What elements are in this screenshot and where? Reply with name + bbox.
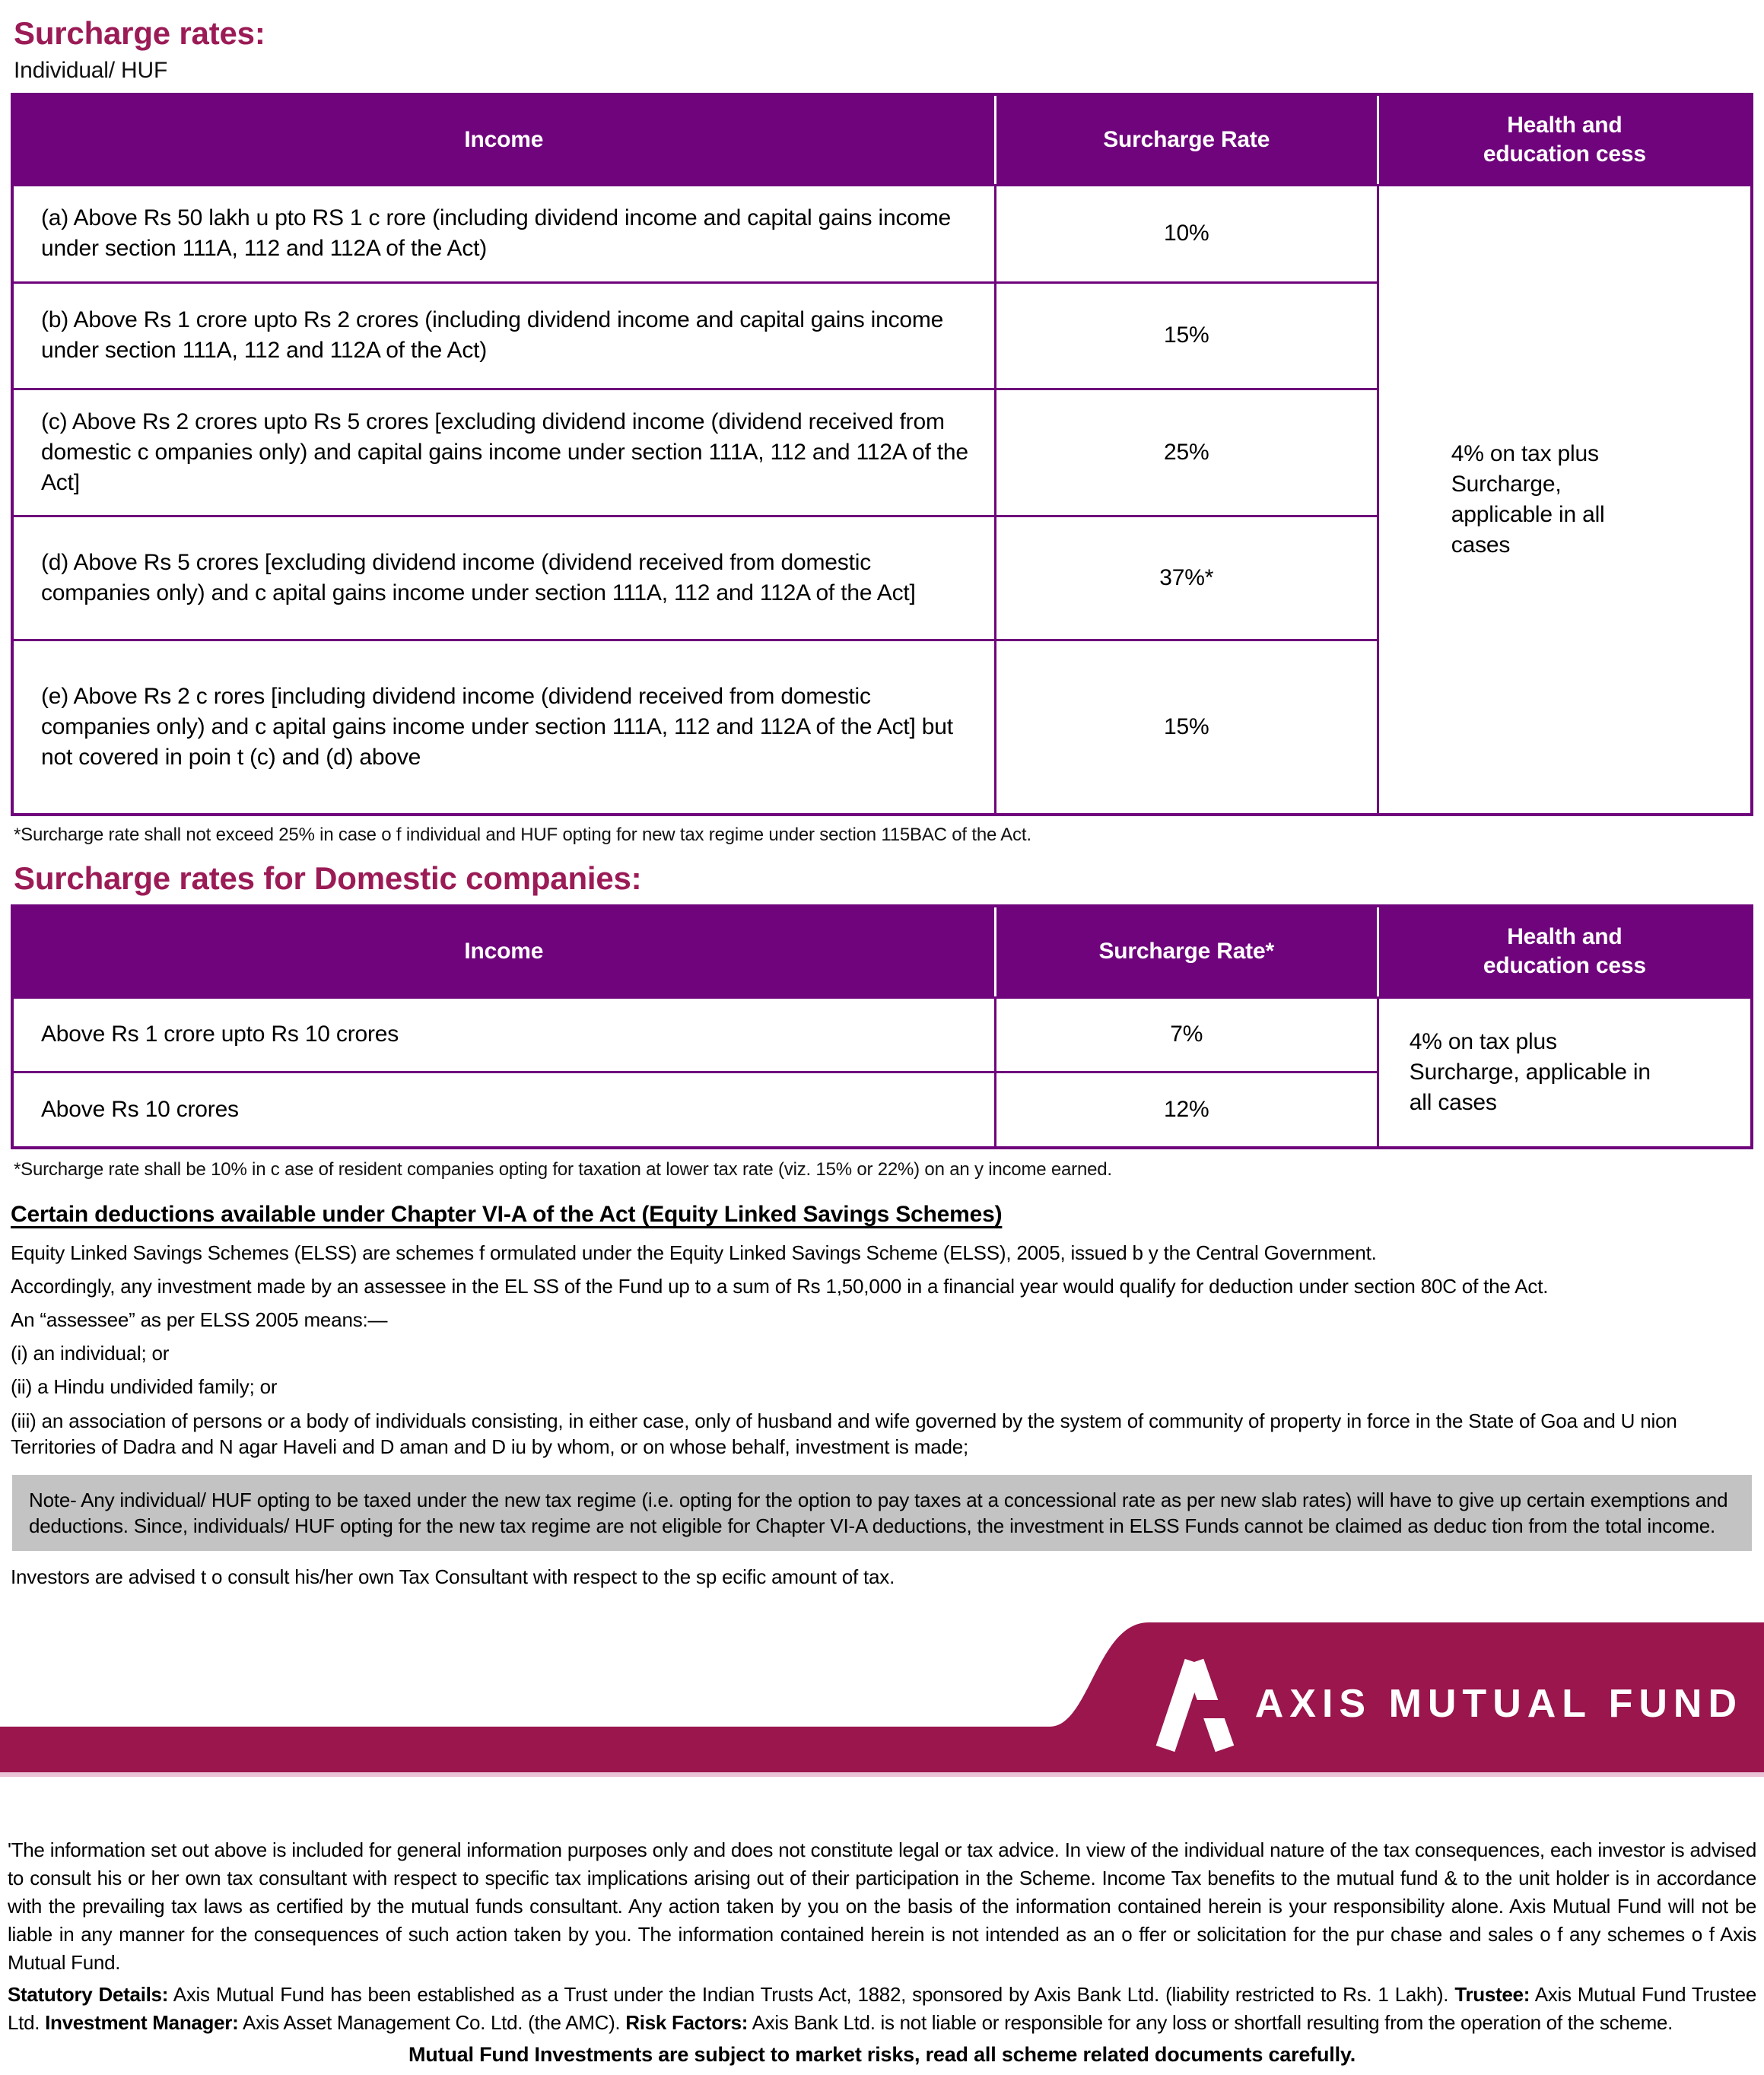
statutory-details-text: Axis Mutual Fund has been established as a Trust under the Indian Trusts Act, 1882, sponsored by Axis Bank Ltd. (liability restricted to Rs. 1 Lakh). [173, 1983, 1449, 2006]
disclaimer-paragraph: 'The information set out above is included for general information purposes only and does not constitute legal or tax advice. In view of the individual nature of the tax consequences, each investor is advised to consult his or her own tax consultant with respect to specific tax implications arising out of their participation in the Scheme. Income Tax benefits to the mutual fund & to the unit holder is in accordance with the prevailing tax laws as certified by the mutual funds consultant. Any action taken by you on the basis of the information contained herein is your responsibility alone. Axis Mutual Fund will not be liable in any manner for the consequences of such action taken by you. The information contained herein is not intended as an o ffer or solicitation for the pur chase and sales o f any schemes o f Axis Mutual Fund. [8, 1838, 1756, 1974]
elss-paragraph: Equity Linked Savings Schemes (ELSS) are schemes f ormulated under the Equity Linked Savings Scheme (ELSS), 2005, issued b y the Central Government. [11, 1241, 1377, 1264]
cess-cell: 4% on tax plus Surcharge, applicable in all cases [1378, 185, 1752, 815]
income-header: Income [12, 906, 995, 997]
income-cell: (e) Above Rs 2 c rores [including dividend income (dividend received from domestic companies only) and c apital gains income under section 111A, 112 and 112A of the Act] but not covered in poin t (c) and (d) above [12, 640, 995, 815]
cess-cell: 4% on tax plus Surcharge, applicable in all cases [1378, 997, 1752, 1148]
cess-header: Health and education cess [1378, 94, 1752, 185]
table-header [12, 906, 1752, 997]
statutory-paragraph [8, 1981, 1756, 2037]
trustee-text: Axis Mutual Fund Trustee Ltd. [8, 1983, 1756, 2034]
individual-huf-table [11, 93, 1753, 816]
income-cell: (c) Above Rs 2 crores upto Rs 5 crores [excluding dividend income (dividend received from domestic c ompanies only) and capital gains income under section 111A, 112 and 112A of the Act] [12, 389, 995, 516]
rate-cell: 37%* [995, 516, 1378, 640]
rate-cell: 12% [995, 1072, 1378, 1148]
table-row [12, 997, 1752, 1072]
surcharge-rates-title: Surcharge rates: [14, 15, 265, 51]
market-risk-warning: Mutual Fund Investments are subject to market risks, read all scheme related documents carefully. [408, 2043, 1356, 2066]
surcharge-rate-header: Surcharge Rate [995, 94, 1378, 185]
individual-huf-subtitle: Individual/ HUF [14, 58, 168, 83]
income-cell: (b) Above Rs 1 crore upto Rs 2 crores (including dividend income and capital gains income under section 111A, 112 and 112A of the Act) [12, 282, 995, 389]
income-cell: Above Rs 10 crores [12, 1072, 995, 1148]
rate-cell: 15% [995, 282, 1378, 389]
assessee-item-association: (iii) an association of persons or a body of individuals consisting, in either case, only of husband and wife governed by the system of community of property in force in the State of Goa and U nion Territories of Dadra and N agar Haveli and D aman and D iu by whom, or on whose behalf, investment is made; [11, 1409, 1677, 1458]
individual-footnote: *Surcharge rate shall not exceed 25% in case o f individual and HUF opting for new tax regime under section 115BAC of the Act. [14, 825, 1031, 845]
new-tax-regime-note: Note- Any individual/ HUF opting to be taxed under the new tax regime (i.e. opting for the option to pay taxes at a concessional rate as per new slab rates) will have to give up certain exemptions and deductions. Since, individuals/ HUF opting for the new tax regime are not eligible for Chapter VI-A deductions, the investment in ELSS Funds cannot be claimed as deduc tion from the total income. [12, 1475, 1752, 1551]
statutory-details-label: Statutory Details: [8, 1983, 169, 2006]
table-header [12, 94, 1752, 185]
income-cell: Above Rs 1 crore upto Rs 10 crores [12, 997, 995, 1072]
rate-cell: 10% [995, 185, 1378, 282]
trustee-label: Trustee: [1454, 1983, 1530, 2006]
domestic-companies-table [11, 904, 1753, 1149]
deductions-heading: Certain deductions available under Chapter VI-A of the Act (Equity Linked Savings Schemes) [11, 1202, 1003, 1227]
brand-name: AXIS MUTUAL FUND [1254, 1682, 1743, 1726]
risk-factors-text: Axis Bank Ltd. is not liable or responsible for any loss or shortfall resulting from the operation of the scheme. [752, 2011, 1673, 2034]
investment-manager-label: Investment Manager: [45, 2011, 239, 2034]
domestic-footnote: *Surcharge rate shall be 10% in c ase of resident companies opting for taxation at lower tax rate (viz. 15% or 22%) on an y income earned. [14, 1159, 1112, 1180]
assessee-item-individual: (i) an individual; or [11, 1342, 170, 1365]
risk-factors-label: Risk Factors: [625, 2011, 749, 2034]
brand-lockup [1149, 1647, 1743, 1761]
domestic-companies-title: Surcharge rates for Domestic companies: [14, 860, 642, 896]
table-row [12, 185, 1752, 282]
axis-logo-icon [1149, 1651, 1240, 1757]
rate-cell: 7% [995, 997, 1378, 1072]
cess-header: Health and education cess [1378, 906, 1752, 997]
elss-paragraph: Accordingly, any investment made by an assessee in the EL SS of the Fund up to a sum of Rs 1,50,000 in a financial year would qualify for deduction under section 80C of the Act. [11, 1275, 1549, 1298]
tax-consultant-advice: Investors are advised t o consult his/her own Tax Consultant with respect to the sp ecific amount of tax. [11, 1565, 895, 1588]
surcharge-rate-header: Surcharge Rate* [995, 906, 1378, 997]
elss-paragraph: An “assessee” as per ELSS 2005 means:— [11, 1308, 388, 1331]
investment-manager-text: Axis Asset Management Co. Ltd. (the AMC). [242, 2011, 621, 2034]
income-cell: (a) Above Rs 50 lakh u pto RS 1 c rore (including dividend income and capital gains income under section 111A, 112 and 112A of the Act) [12, 185, 995, 282]
rate-cell: 15% [995, 640, 1378, 815]
income-header: Income [12, 94, 995, 185]
brand-band [0, 1622, 1764, 1778]
income-cell: (d) Above Rs 5 crores [excluding dividend income (dividend received from domestic companies only) and c apital gains income under section 111A, 112 and 112A of the Act] [12, 516, 995, 640]
rate-cell: 25% [995, 389, 1378, 516]
assessee-item-huf: (ii) a Hindu undivided family; or [11, 1375, 278, 1398]
